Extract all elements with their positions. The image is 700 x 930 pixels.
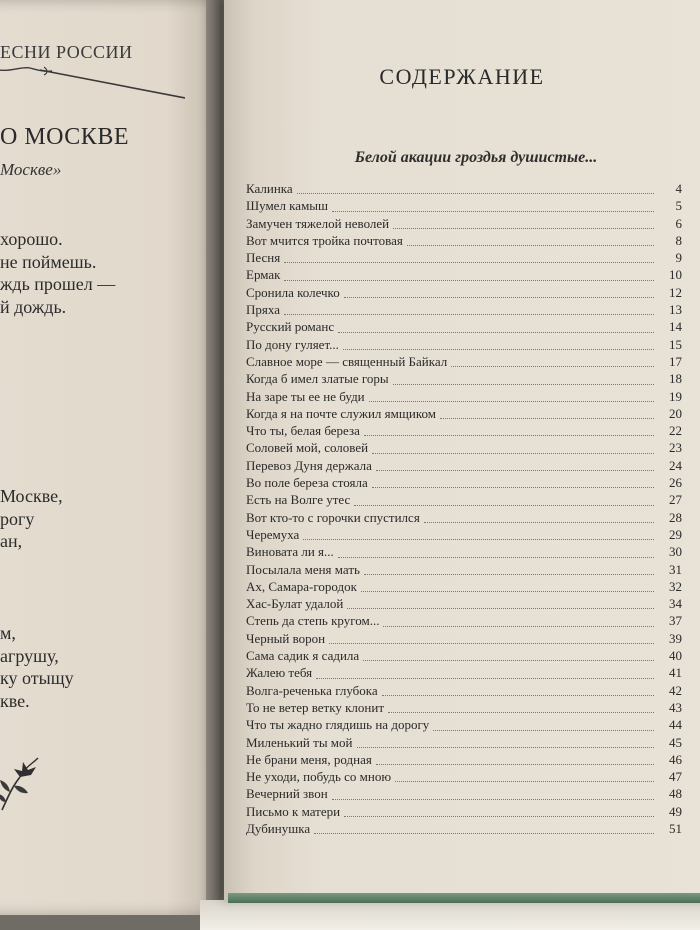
toc-page-number: 42 [669,682,682,698]
toc-entry-title: Когда я на почте служил ямщиком [246,405,436,421]
page-edge-below [200,900,700,930]
toc-entry-title: Есть на Волге утес [246,492,351,508]
toc-entry-title: То не ветер ветку клонит [246,699,385,715]
toc-dot-leader [383,625,654,627]
toc-entry-title: Не брани меня, родная [246,751,372,767]
toc-dot-leader [372,486,654,488]
toc-entry-title: Виновата ли я... [246,544,334,560]
toc-dot-leader [314,832,654,834]
toc-page-number: 32 [669,578,682,594]
toc-dot-leader [303,538,654,540]
toc-page-number: 26 [669,475,682,491]
verse-line: ан, [0,531,23,551]
toc-page-number: 23 [669,440,682,456]
toc-dot-leader [407,244,654,246]
toc-dot-leader [376,763,654,765]
toc-entry-title: Вот мчится тройка почтовая [246,232,403,248]
toc-dot-leader [354,504,654,506]
toc-entry [246,406,682,423]
table-of-contents [246,181,682,838]
toc-page-number: 4 [675,181,682,196]
toc-entry-title: Перевоз Дуня держала [246,457,372,473]
toc-entry-title: Черемуха [246,526,300,542]
toc-entry-title: По дону гуляет... [246,336,339,352]
toc-dot-leader [329,642,654,644]
toc-dot-leader [363,659,654,661]
toc-dot-leader [332,210,654,212]
toc-dot-leader [369,400,654,402]
toc-dot-leader [393,383,654,385]
toc-entry-title: Дубинушка [246,820,311,836]
toc-entry-title: Что ты жадно глядишь на дорогу [246,717,430,733]
verse-line: й дождь. [0,296,67,317]
toc-entry-title: Миленький ты мой [246,734,353,750]
toc-entry [246,786,682,803]
toc-page-number: 31 [669,561,682,577]
toc-entry [246,544,682,561]
toc-dot-leader [440,417,654,419]
toc-page-number: 45 [669,734,682,750]
toc-page-number: 30 [669,544,682,560]
toc-entry-title: Вечерний звон [246,786,328,802]
toc-dot-leader [357,746,655,748]
toc-entry-title: Жалею тебя [246,665,313,681]
toc-entry-title: Сронила колечко [246,284,340,300]
toc-entry [246,458,682,475]
toc-page-number: 47 [669,769,682,785]
toc-dot-leader [451,365,654,367]
toc-dot-leader [364,434,654,436]
toc-page-number: 8 [675,232,682,248]
toc-entry [246,423,682,440]
toc-page-number: 22 [669,423,682,439]
toc-entry [246,354,682,371]
verse-stanza-1 [0,228,115,318]
toc-entry [246,181,682,198]
ornamental-rule-icon [0,64,185,104]
toc-dot-leader [395,780,654,782]
verse-line: рогу [0,508,35,529]
toc-page-number: 20 [669,405,682,421]
toc-page-number: 6 [675,215,682,231]
toc-entry-title: Во поле береза стояла [246,475,368,491]
toc-entry [246,216,682,233]
toc-page-number: 5 [675,198,682,214]
toc-page-number: 34 [669,596,682,612]
toc-entry-title: Славное море — священный Байкал [246,353,448,369]
toc-entry [246,492,682,509]
toc-entry [246,475,682,492]
toc-entry-title: Шумел камыш [246,198,329,214]
toc-entry [246,821,682,838]
toc-entry [246,337,682,354]
toc-dot-leader [388,711,654,713]
toc-page-number: 13 [669,302,682,318]
toc-entry [246,267,682,284]
toc-page-number: 46 [669,751,682,767]
toc-dot-leader [284,279,654,281]
toc-entry-title: Что ты, белая береза [246,423,360,439]
toc-dot-leader [382,694,654,696]
toc-dot-leader [433,729,654,731]
toc-entry [246,752,682,769]
toc-entry-title: Пряха [246,302,280,318]
toc-entry-title: Хас-Булат удалой [246,596,344,612]
toc-entry [246,683,682,700]
verse-line: агрушу, [0,645,59,666]
toc-dot-leader [344,296,654,298]
toc-entry [246,804,682,821]
toc-entry [246,769,682,786]
toc-dot-leader [364,573,654,575]
left-page-subtitle: Москве» [0,160,62,179]
left-page [0,0,218,915]
toc-dot-leader [393,227,654,229]
toc-entry-title: Когда б имел златые горы [246,371,389,387]
toc-dot-leader [332,798,654,800]
toc-page-number: 10 [669,267,682,283]
toc-page-number: 37 [669,613,682,629]
toc-entry-title: Ах, Самара-городок [246,578,357,594]
verse-line: ждь прошел — [0,274,116,294]
toc-page-number: 29 [669,526,682,542]
flower-ornament-icon [0,752,43,812]
toc-dot-leader [347,607,654,609]
toc-entry-title: Волга-реченька глубока [246,682,378,698]
toc-entry-title: Посылала меня мать [246,561,360,577]
verse-line: хорошо. [0,229,63,249]
verse-line: кве. [0,690,30,711]
toc-page-number: 12 [669,284,682,300]
toc-entry-title: Вот кто-то с горочки спустился [246,509,420,525]
verse-stanza-2 [0,485,63,553]
toc-entry-title: Сама садик я садила [246,648,360,664]
toc-page-number: 39 [669,630,682,646]
toc-entry [246,613,682,630]
toc-entry [246,631,682,648]
toc-page-number: 17 [669,353,682,369]
toc-page-number: 48 [669,786,682,802]
verse-line: м, [0,623,16,643]
toc-entry [246,440,682,457]
toc-entry [246,648,682,665]
running-head: ЕСНИ РОССИИ [0,42,133,62]
toc-page-number: 9 [675,250,682,266]
toc-dot-leader [361,590,654,592]
toc-dot-leader [338,331,654,333]
toc-entry-title: Ермак [246,267,281,283]
toc-entry [246,285,682,302]
toc-dot-leader [284,313,654,315]
toc-dot-leader [424,521,654,523]
toc-dot-leader [297,192,654,194]
toc-entry [246,302,682,319]
toc-entry [246,371,682,388]
toc-entry-title: Черный ворон [246,630,326,646]
toc-entry [246,717,682,734]
toc-entry-title: Письмо к матери [246,803,341,819]
toc-entry [246,389,682,406]
toc-entry-title: Замучен тяжелой неволей [246,215,390,231]
toc-entry-title: На заре ты ее не буди [246,388,365,404]
toc-page-number: 18 [669,371,682,387]
toc-dot-leader [284,261,654,263]
toc-page-number: 49 [669,803,682,819]
toc-entry [246,579,682,596]
toc-entry [246,250,682,267]
toc-page-number: 15 [669,336,682,352]
toc-section-title: Белой акации гроздья душистые... [354,149,598,166]
toc-page-number: 43 [669,699,682,715]
toc-dot-leader [344,815,654,817]
verse-line: не поймешь. [0,251,97,272]
toc-page-number: 44 [669,717,682,733]
toc-heading: СОДЕРЖАНИЕ [379,64,545,89]
toc-entry [246,527,682,544]
toc-entry [246,665,682,682]
toc-entry-title: Степь да степь кругом... [246,613,380,629]
toc-page-number: 41 [669,665,682,681]
toc-entry-title: Калинка [246,181,293,196]
toc-dot-leader [316,677,654,679]
toc-page-number: 24 [669,457,682,473]
toc-page-number: 19 [669,388,682,404]
toc-entry-title: Не уходи, побудь со мною [246,769,392,785]
toc-entry [246,510,682,527]
toc-page-number: 40 [669,648,682,664]
verse-stanza-3 [0,622,74,712]
toc-entry [246,596,682,613]
toc-entry [246,319,682,336]
toc-page-number: 28 [669,509,682,525]
toc-entry [246,198,682,215]
verse-line: ку отыщу [0,668,74,688]
left-page-title: О МОСКВЕ [0,124,129,150]
verse-line: Москве, [0,486,63,506]
toc-dot-leader [372,452,654,454]
toc-entry [246,233,682,250]
toc-entry-title: Русский романс [246,319,335,335]
toc-page-number: 14 [669,319,682,335]
toc-entry [246,735,682,752]
toc-page-number: 51 [669,820,682,836]
toc-entry [246,700,682,717]
toc-dot-leader [376,469,654,471]
toc-page-number: 27 [669,492,682,508]
toc-dot-leader [338,556,654,558]
toc-entry [246,562,682,579]
toc-entry-title: Песня [246,250,281,266]
toc-dot-leader [343,348,654,350]
green-cover-edge [228,893,700,903]
toc-entry-title: Соловей мой, соловей [246,440,369,456]
